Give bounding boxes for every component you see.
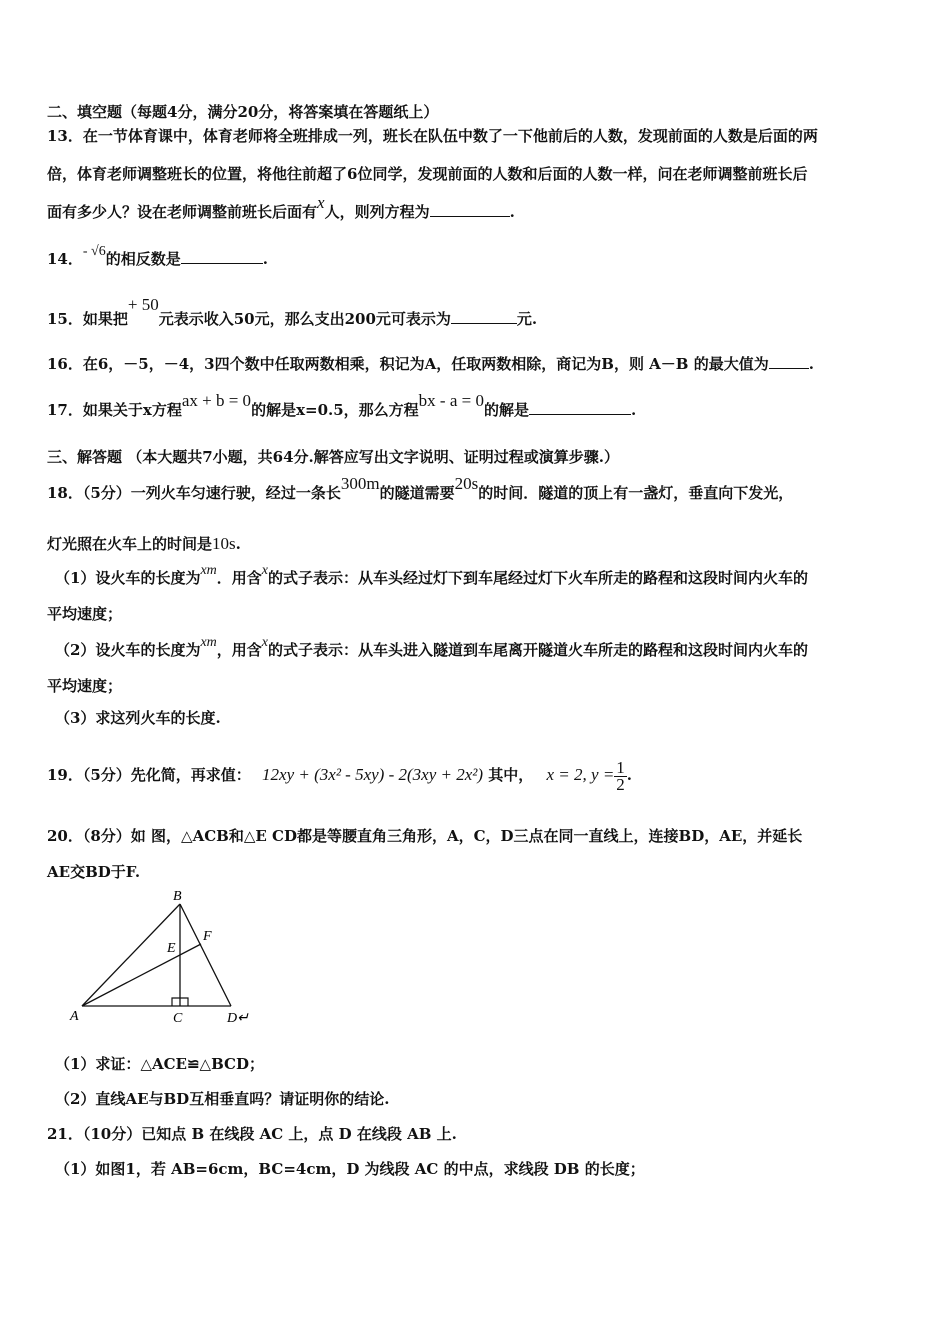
q13-var: x: [317, 193, 325, 212]
label-b: B: [173, 889, 182, 904]
line-af: [82, 944, 201, 1006]
section2-heading: 二、填空题（每题4分，满分20分，将答案填在答题纸上）: [47, 103, 439, 121]
q19-fraction-num: 1: [616, 757, 625, 777]
q19-expr: 12xy + (3x² - 5xy) - 2(3xy + 2x²): [262, 765, 484, 784]
q17-answer-blank: [529, 400, 631, 415]
q21-part1: （1）如图1，若 AB=6cm，BC=4cm，D 为线段 AC 的中点，求线段 DB 的长度；: [55, 1160, 645, 1178]
q13-end: .: [509, 203, 515, 221]
q15-end: 元.: [516, 310, 538, 328]
q14-text: 的相反数是: [105, 250, 181, 268]
q14: [47, 244, 920, 272]
q15-answer-blank: [451, 309, 517, 324]
label-e: E: [167, 941, 176, 956]
q18-line1: [47, 474, 920, 504]
q18-p1-x: x: [261, 563, 269, 578]
q19-cond: x = 2, y =: [546, 765, 615, 784]
q18-part1-cont: 平均速度；: [47, 605, 123, 623]
q18-p1-a: （1）设火车的长度为: [55, 569, 201, 587]
q13-line2: 倍，体育老师调整班长的位置，将他往前超了6位同学，发现前面的人数和后面的人数一样，问在老师调整前班长后: [47, 165, 808, 183]
q13-line3: [47, 193, 920, 223]
q14-end: .: [262, 250, 268, 268]
q13-line1: 13．在一节体育课中，体育老师将全班排成一列，班长在队伍中数了一下他前后的人数，发现前面的人数是后面的两: [47, 127, 818, 145]
q17-text-c: 的解是: [483, 401, 529, 419]
line-bd: [180, 904, 231, 1006]
q15-expr: + 50: [127, 295, 159, 314]
q18-p1-xm: xm: [200, 563, 217, 578]
q20-line2: AE交BD于F.: [47, 863, 141, 881]
q17-eq2: bx - a = 0: [418, 391, 484, 410]
q17-text-b: 的解是x=0.5，那么方程: [251, 401, 419, 419]
q17-end: .: [630, 401, 637, 419]
q19: [47, 757, 920, 793]
q18-p1-b: ．用含: [216, 569, 262, 587]
label-d: D↵: [227, 1011, 249, 1026]
label-a: A: [70, 1009, 79, 1024]
q21-line1: 21．（10分）已知点 B 在线段 AC 上，点 D 在线段 AB 上.: [47, 1125, 457, 1143]
q15-num: 15．如果把: [47, 310, 128, 328]
q16-text: 16．在6，－5，－4，3四个数中任取两数相乘，积记为A，任取两数相除，商记为B，则 A－B 的最大值为: [47, 355, 769, 373]
line-ab: [82, 904, 180, 1006]
q20-triangle-figure: [60, 888, 260, 1028]
q16-answer-blank: [769, 354, 809, 369]
label-c: C: [173, 1011, 183, 1026]
q18-p2-xm: xm: [200, 635, 217, 650]
q15: [47, 295, 920, 330]
section3-heading: 三、解答题 （本大题共7小题，共64分.解答应写出文字说明、证明过程或演算步骤.）: [47, 448, 619, 466]
q16-end: .: [808, 355, 814, 373]
q18-text-c: 的时间．隧道的顶上有一盏灯，垂直向下发光，: [478, 484, 794, 502]
q18-text-b: 的隧道需要: [379, 484, 455, 502]
q19-fraction: [614, 757, 627, 794]
q18-p1-c: 的式子表示：从车头经过灯下到车尾经过灯下火车所走的路程和这段时间内火车的: [268, 569, 809, 587]
q18-part2: [55, 635, 920, 663]
q17-text-a: 17．如果关于x方程: [47, 401, 182, 419]
q15-text: 元表示收入50元，那么支出200元可表示为: [158, 310, 451, 328]
q13-text-b: 人，则列方程为: [324, 203, 430, 221]
q18-part1: [55, 563, 920, 591]
q13-text-a: 面有多少人？设在老师调整前班长后面有: [47, 203, 318, 221]
q17-eq1: ax + b = 0: [181, 391, 252, 410]
q18-line2: [47, 533, 920, 555]
q20-line1: 20．（8分）如 图，△ACB和△E CD都是等腰直角三角形，A，C，D三点在同一直线上，连接BD，AE，并延长: [47, 827, 803, 845]
q16: [47, 353, 920, 375]
q18-part2-cont: 平均速度；: [47, 677, 123, 695]
q19-end: .: [626, 766, 633, 784]
q18-time2: 10s: [212, 534, 236, 553]
q18-length: 300m: [340, 474, 380, 493]
label-f: F: [203, 929, 212, 944]
q18-p2-c: 的式子表示：从车头进入隧道到车尾离开隧道火车所走的路程和这段时间内火车的: [268, 641, 809, 659]
q17: [47, 391, 920, 421]
q18-p2-x: x: [261, 635, 269, 650]
q13-answer-blank: [430, 202, 510, 217]
q14-num: 14．: [47, 250, 83, 268]
q14-answer-blank: [181, 249, 263, 264]
q18-p2-a: （2）设火车的长度为: [55, 641, 201, 659]
q18-text-d: 灯光照在火车上的时间是: [47, 535, 213, 553]
q19-text-a: 19．（5分）先化简，再求值：: [47, 766, 251, 784]
q18-time: 20s: [454, 474, 479, 493]
q18-p2-b: ，用含: [216, 641, 262, 659]
q18-text-e: .: [235, 535, 241, 553]
q14-expr: - √6: [82, 244, 106, 259]
q18-part3: （3）求这列火车的长度.: [55, 709, 221, 727]
q20-part2: （2）直线AE与BD互相垂直吗？请证明你的结论.: [55, 1090, 390, 1108]
q20-part1: （1）求证：△ACE≌△BCD；: [55, 1055, 264, 1073]
q18-text-a: 18．（5分）一列火车匀速行驶，经过一条长: [47, 484, 341, 502]
q19-fraction-den: 2: [616, 774, 625, 794]
q19-text-b: 其中，: [488, 766, 534, 784]
